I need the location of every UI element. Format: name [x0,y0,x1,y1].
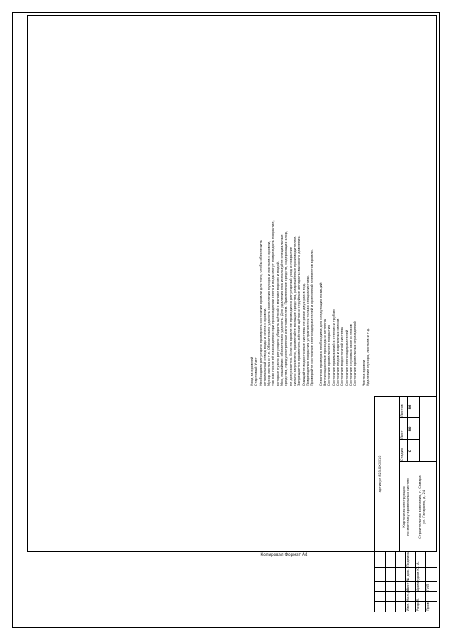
instruction-line: Состояние примыканий к стенам и трубам [331,309,336,386]
stamp-sheet-count: 86 [408,404,412,410]
instruction-line: Состояние ендов и карнизных свесов [335,318,340,386]
stamp-org-line1: Карточная инструкция [402,486,406,528]
instruction-line: Запрещается применять жёсткие щётки и струйные аппараты высокого давления. [297,235,302,386]
stamp-address-line2: ул. Гагарина, д. 24 [421,490,426,524]
instruction-line: которые нужно регулярно убирать щёткой с мягким ворсом и водой. [275,261,280,386]
instruction-line: Необходимо регулярно проверять состояние кровли для того, чтобы обеспечить [258,239,263,386]
instruction-line: Стартовый Учет [254,357,259,386]
instruction-line: Состояние кровельного покрытия [327,324,332,386]
instruction-line: Состояние снегозадержателей [344,329,349,386]
instruction-line: Удаление мусора, листьев и т.д. [366,327,371,386]
stamp-stage-label: Стадия [400,447,404,461]
instruction-line: сильно загрязнено, применяйте моющие средства, разрешённые производителем. [292,235,297,386]
stamp-org-line2: по монтажу кровельных систем [405,478,410,536]
stamp-mark: ГИП [426,583,430,591]
instruction-line: Состояние кровельных ограждений [353,321,358,386]
stamp-address-line1: Строительная компания, г. Самара [418,475,422,539]
instruction-line: Проверяйте состояние снегозадержателей и креплений элементов кровли. [310,249,315,386]
format-note: Копировал Формат А4 [260,552,308,557]
stamp-code: артикул 823-БК0010 [378,455,382,493]
instruction-line: Мусор листья и т.п. Обязательно удалять скопления мусора и листьев с кровли, [267,240,272,386]
instruction-line: Мох, лишайник: обязательно удалять. Для удаления мха используйте специальные [280,234,285,386]
stamp-sheet-label: Лист [400,430,404,439]
instruction-line: Сезонная проверка необходима для следующих позиций: [318,281,323,386]
instruction-line: Очищайте водосточные системы не реже двух раз в год. [301,283,306,386]
instruction-line: Состояние водосточной системы [340,326,345,386]
instruction-line: Чистка кровли [361,359,366,386]
title-block [374,396,436,612]
instruction-line: Состояние слуховых окон и люков [348,324,353,386]
stamp-sheets-label: Листов [400,404,404,417]
stamp-developed: Разраб. [416,597,420,611]
stamp-col-kol: Кол.уч [406,589,410,601]
instruction-line: оптимальный отвод воды и снега с кровли. [262,307,267,386]
stamp-col-list: Лист [406,582,410,591]
instruction-line: не допускается. Если на кровле не проводился регулярный уход и покрытие [288,247,293,386]
instruction-line: средства, предусмотренные изготовителем. Применение средств, содержащих хлор, [284,231,289,386]
instruction-line: Вентиляционные проходы и антенны [323,318,328,386]
instruction-text [250,86,370,386]
stamp-checked: Пров. [426,601,430,611]
stamp-col-doc: № док. [406,568,410,581]
stamp-col-izm: Изм. [406,603,410,611]
stamp-sheet-number: 80 [408,426,412,432]
stamp-col-sign: Подпись [406,551,410,567]
instruction-line: Повреждения покрытия устраняются только специалистами. [305,275,310,386]
instruction-line: так как после её нахождения при прохождении снега и воды могут повреждать покрытие, [271,220,276,386]
instruction-line: Уход за кровлей [250,356,254,386]
stamp-author: Арматуров Ю. А. [416,561,420,591]
rotated-content [38,22,438,612]
stamp-letter: С [408,449,412,453]
